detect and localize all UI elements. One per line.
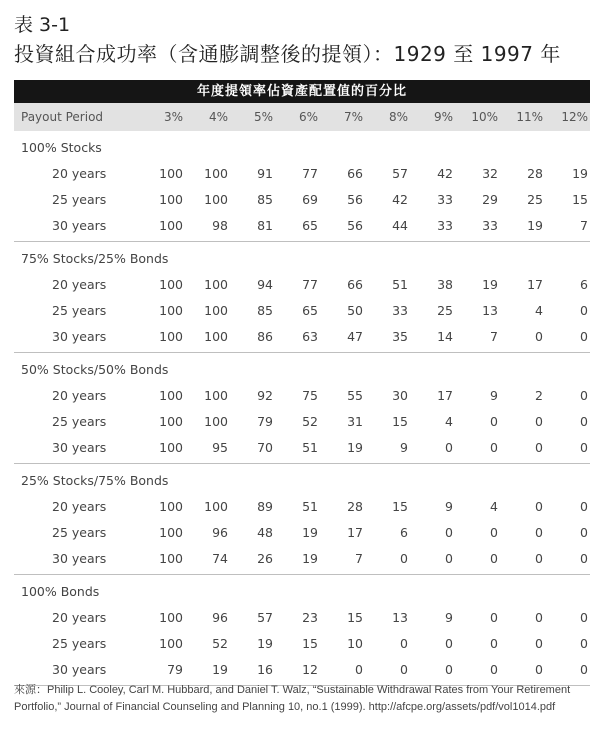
success-rate-cell: 51 [392, 276, 408, 292]
success-rate-cell: 0 [580, 439, 588, 455]
table-row [14, 545, 590, 571]
success-rate-cell: 7 [490, 328, 498, 344]
success-rate-cell: 4 [535, 302, 543, 318]
allocation-group [14, 580, 590, 686]
allocation-group [14, 247, 590, 353]
column-header-row [14, 103, 590, 131]
success-rate-cell: 0 [580, 550, 588, 566]
allocation-group [14, 136, 590, 242]
success-rate-cell: 13 [482, 302, 498, 318]
success-rate-cell: 89 [257, 498, 273, 514]
success-rate-cell: 25 [527, 191, 543, 207]
success-rate-cell: 0 [355, 661, 363, 677]
success-rate-cell: 0 [580, 328, 588, 344]
success-rate-cell: 0 [400, 635, 408, 651]
success-rate-cell: 86 [257, 328, 273, 344]
success-rate-cell: 6 [400, 524, 408, 540]
success-rate-cell: 0 [535, 498, 543, 514]
success-rate-cell: 100 [159, 165, 183, 181]
success-rate-cell: 19 [347, 439, 363, 455]
success-rate-cell: 15 [392, 498, 408, 514]
group-title: 100% Stocks [21, 140, 102, 155]
success-rate-cell: 96 [212, 609, 228, 625]
success-rate-cell: 47 [347, 328, 363, 344]
group-title: 75% Stocks/25% Bonds [21, 251, 169, 266]
success-rate-cell: 63 [302, 328, 318, 344]
success-rate-cell: 85 [257, 191, 273, 207]
success-rate-cell: 9 [400, 439, 408, 455]
success-rate-cell: 100 [159, 302, 183, 318]
payout-period-label: 25 years [52, 302, 107, 318]
payout-period-label: 25 years [52, 524, 107, 540]
table-row [14, 271, 590, 297]
success-rate-cell: 38 [437, 276, 453, 292]
payout-period-label: 30 years [52, 550, 107, 566]
success-rate-cell: 95 [212, 439, 228, 455]
success-rate-cell: 100 [204, 498, 228, 514]
success-rate-cell: 66 [347, 165, 363, 181]
success-rate-cell: 0 [535, 524, 543, 540]
table-body [14, 136, 590, 686]
group-title: 50% Stocks/50% Bonds [21, 362, 169, 377]
success-rate-cell: 0 [580, 661, 588, 677]
success-rate-cell: 0 [445, 661, 453, 677]
success-rate-cell: 75 [302, 387, 318, 403]
payout-period-label: 20 years [52, 609, 107, 625]
success-rate-cell: 0 [490, 524, 498, 540]
table-row [14, 212, 590, 238]
column-header-rate: 10% [471, 110, 498, 124]
column-header-rate: 12% [561, 110, 588, 124]
success-rate-cell: 16 [257, 661, 273, 677]
success-rate-cell: 15 [347, 609, 363, 625]
success-rate-cell: 51 [302, 439, 318, 455]
success-rate-cell: 31 [347, 413, 363, 429]
success-rate-cell: 0 [490, 635, 498, 651]
payout-period-label: 30 years [52, 217, 107, 233]
table-row [14, 297, 590, 323]
success-rate-cell: 100 [204, 387, 228, 403]
allocation-group [14, 469, 590, 575]
table-row [14, 186, 590, 212]
success-rate-cell: 14 [437, 328, 453, 344]
success-rate-cell: 100 [204, 328, 228, 344]
success-rate-cell: 91 [257, 165, 273, 181]
page-title: 投資組合成功率（含通膨調整後的提領）：1929 至 1997 年 [14, 42, 561, 66]
success-rate-cell: 0 [580, 635, 588, 651]
success-rate-cell: 0 [580, 413, 588, 429]
success-rate-cell: 66 [347, 276, 363, 292]
success-rate-cell: 33 [437, 217, 453, 233]
success-rate-cell: 96 [212, 524, 228, 540]
success-rate-cell: 2 [535, 387, 543, 403]
success-rate-cell: 100 [204, 413, 228, 429]
success-rate-cell: 9 [445, 498, 453, 514]
success-rate-cell: 100 [159, 635, 183, 651]
success-rate-cell: 15 [302, 635, 318, 651]
column-header-payout-period: Payout Period [21, 110, 104, 124]
success-rate-cell: 42 [437, 165, 453, 181]
success-rate-cell: 0 [535, 550, 543, 566]
success-rate-cell: 13 [392, 609, 408, 625]
success-rate-cell: 30 [392, 387, 408, 403]
success-rate-cell: 92 [257, 387, 273, 403]
success-rate-cell: 0 [445, 550, 453, 566]
payout-period-label: 20 years [52, 498, 107, 514]
success-rate-cell: 100 [204, 302, 228, 318]
success-rate-cell: 0 [445, 439, 453, 455]
success-rate-cell: 0 [490, 661, 498, 677]
success-rate-cell: 4 [445, 413, 453, 429]
success-rate-cell: 79 [167, 661, 183, 677]
success-rate-cell: 56 [347, 191, 363, 207]
success-rate-cell: 17 [527, 276, 543, 292]
success-rate-cell: 100 [204, 165, 228, 181]
column-header-rate: 3% [163, 110, 183, 124]
success-rate-cell: 69 [302, 191, 318, 207]
source-citation: 來源：Philip L. Cooley, Carl M. Hubbard, and Daniel T. Walz, “Sustainable Withdrawal Rates from Your Retirement Portfolio,” Journal of Financial Counseling and Planning 10, no.1 (1999). http://afcpe.org/assets/pdf/vol1014.pdf [14, 684, 571, 713]
payout-period-label: 25 years [52, 413, 107, 429]
success-rate-cell: 23 [302, 609, 318, 625]
success-rate-cell: 52 [302, 413, 318, 429]
success-rate-cell: 98 [212, 217, 228, 233]
success-rate-cell: 0 [535, 635, 543, 651]
group-title: 100% Bonds [21, 584, 100, 599]
success-rate-cell: 77 [302, 276, 318, 292]
success-rate-cell: 56 [347, 217, 363, 233]
success-rate-cell: 7 [580, 217, 588, 233]
success-rate-cell: 17 [437, 387, 453, 403]
success-rate-cell: 0 [580, 498, 588, 514]
success-rate-cell: 57 [392, 165, 408, 181]
success-rate-cell: 7 [355, 550, 363, 566]
success-rate-cell: 0 [490, 609, 498, 625]
success-rate-cell: 19 [527, 217, 543, 233]
success-rate-cell: 19 [212, 661, 228, 677]
payout-period-label: 20 years [52, 387, 107, 403]
table-row [14, 630, 590, 656]
success-rate-cell: 51 [302, 498, 318, 514]
success-rate-cell: 28 [347, 498, 363, 514]
success-rate-cell: 9 [490, 387, 498, 403]
payout-period-label: 30 years [52, 328, 107, 344]
table-row [14, 656, 590, 682]
allocation-group [14, 358, 590, 464]
success-rate-cell: 0 [445, 524, 453, 540]
success-rate-cell: 100 [159, 217, 183, 233]
success-rate-cell: 12 [302, 661, 318, 677]
success-rate-cell: 0 [580, 387, 588, 403]
column-header-rate: 9% [433, 110, 453, 124]
success-rate-cell: 100 [159, 524, 183, 540]
table-row [14, 408, 590, 434]
payout-period-label: 20 years [52, 165, 107, 181]
success-rate-cell: 15 [572, 191, 588, 207]
success-rate-cell: 19 [302, 524, 318, 540]
success-rate-cell: 79 [257, 413, 273, 429]
success-rate-cell: 100 [159, 413, 183, 429]
success-rate-cell: 15 [392, 413, 408, 429]
success-rate-cell: 100 [159, 609, 183, 625]
success-rate-cell: 26 [257, 550, 273, 566]
success-rate-cell: 52 [212, 635, 228, 651]
success-rate-cell: 0 [580, 609, 588, 625]
success-rate-cell: 100 [204, 276, 228, 292]
success-rate-cell: 74 [212, 550, 228, 566]
success-rate-cell: 35 [392, 328, 408, 344]
table-row [14, 160, 590, 186]
table-label: 表 3-1 [14, 14, 71, 36]
success-rate-cell: 19 [482, 276, 498, 292]
column-header-rate: 5% [253, 110, 273, 124]
table-row [14, 382, 590, 408]
success-rate-cell: 100 [159, 191, 183, 207]
success-rate-cell: 81 [257, 217, 273, 233]
success-rate-cell: 0 [580, 302, 588, 318]
success-rate-cell: 0 [535, 439, 543, 455]
table-banner: 年度提領率佔資產配置值的百分比 [14, 80, 590, 103]
success-rate-cell: 0 [535, 661, 543, 677]
success-rate-cell: 17 [347, 524, 363, 540]
success-rate-cell: 100 [159, 498, 183, 514]
success-rate-cell: 19 [302, 550, 318, 566]
payout-period-label: 20 years [52, 276, 107, 292]
success-rate-table [14, 80, 590, 686]
success-rate-cell: 77 [302, 165, 318, 181]
column-header-rate: 6% [298, 110, 318, 124]
payout-period-label: 30 years [52, 439, 107, 455]
success-rate-cell: 28 [527, 165, 543, 181]
success-rate-cell: 0 [535, 609, 543, 625]
success-rate-cell: 4 [490, 498, 498, 514]
table-row [14, 519, 590, 545]
success-rate-cell: 25 [437, 302, 453, 318]
payout-period-label: 25 years [52, 635, 107, 651]
success-rate-cell: 33 [437, 191, 453, 207]
success-rate-cell: 48 [257, 524, 273, 540]
column-header-rate: 11% [516, 110, 543, 124]
success-rate-cell: 19 [572, 165, 588, 181]
success-rate-cell: 0 [535, 413, 543, 429]
success-rate-cell: 85 [257, 302, 273, 318]
group-title: 25% Stocks/75% Bonds [21, 473, 169, 488]
success-rate-cell: 100 [159, 550, 183, 566]
success-rate-cell: 44 [392, 217, 408, 233]
success-rate-cell: 100 [159, 276, 183, 292]
success-rate-cell: 0 [490, 413, 498, 429]
success-rate-cell: 100 [159, 387, 183, 403]
column-header-rate: 4% [208, 110, 228, 124]
success-rate-cell: 70 [257, 439, 273, 455]
success-rate-cell: 9 [445, 609, 453, 625]
success-rate-cell: 33 [482, 217, 498, 233]
success-rate-cell: 0 [490, 550, 498, 566]
column-header-rate: 7% [343, 110, 363, 124]
success-rate-cell: 33 [392, 302, 408, 318]
success-rate-cell: 6 [580, 276, 588, 292]
table-row [14, 493, 590, 519]
success-rate-cell: 0 [490, 439, 498, 455]
success-rate-cell: 32 [482, 165, 498, 181]
payout-period-label: 30 years [52, 661, 107, 677]
table-row [14, 434, 590, 460]
table-row [14, 323, 590, 349]
column-header-rate: 8% [388, 110, 408, 124]
success-rate-cell: 10 [347, 635, 363, 651]
success-rate-cell: 0 [445, 635, 453, 651]
success-rate-cell: 100 [159, 439, 183, 455]
success-rate-cell: 0 [400, 661, 408, 677]
success-rate-cell: 29 [482, 191, 498, 207]
success-rate-cell: 50 [347, 302, 363, 318]
success-rate-cell: 57 [257, 609, 273, 625]
success-rate-cell: 19 [257, 635, 273, 651]
payout-period-label: 25 years [52, 191, 107, 207]
success-rate-cell: 0 [580, 524, 588, 540]
success-rate-cell: 100 [204, 191, 228, 207]
success-rate-cell: 94 [257, 276, 273, 292]
success-rate-cell: 0 [400, 550, 408, 566]
success-rate-cell: 42 [392, 191, 408, 207]
success-rate-cell: 65 [302, 302, 318, 318]
success-rate-cell: 55 [347, 387, 363, 403]
success-rate-cell: 0 [535, 328, 543, 344]
success-rate-cell: 100 [159, 328, 183, 344]
success-rate-cell: 65 [302, 217, 318, 233]
table-row [14, 604, 590, 630]
